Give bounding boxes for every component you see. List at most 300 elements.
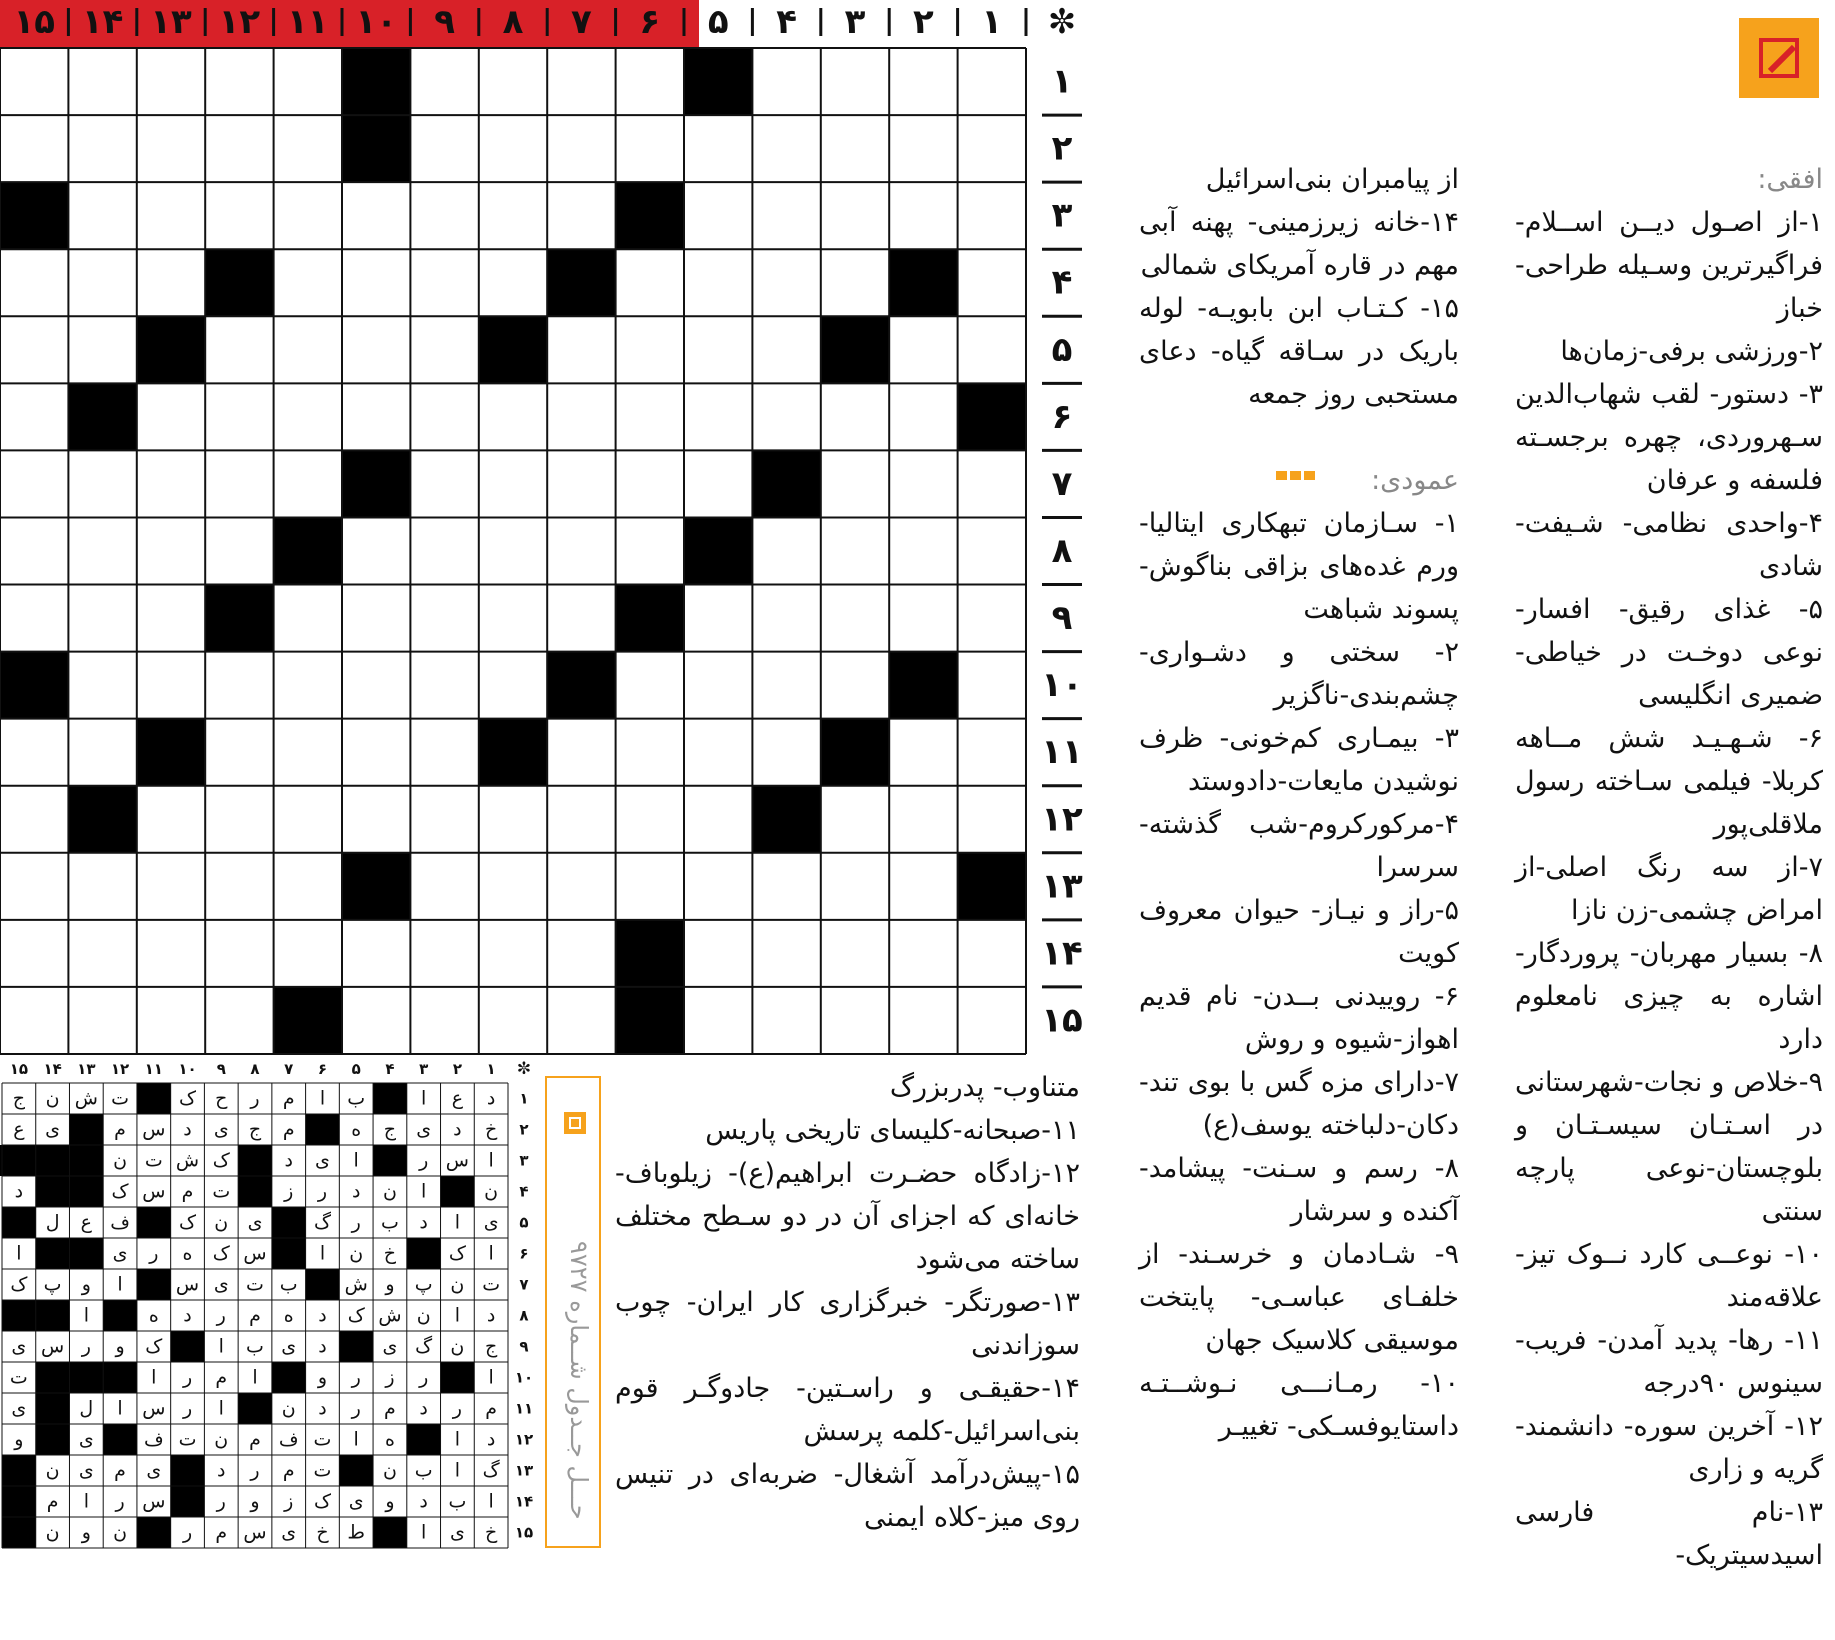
down-clues-continued-column	[615, 1066, 1080, 1539]
solution-letter: ا	[218, 1335, 224, 1358]
black-cell	[274, 987, 342, 1054]
solution-letter: م	[215, 1521, 228, 1544]
solution-letter: ز	[385, 1366, 395, 1389]
black-cell	[205, 249, 273, 316]
black-cell	[479, 719, 547, 786]
solution-letter: س	[142, 1490, 166, 1513]
solution-letter: ن	[214, 1428, 229, 1451]
solution-letter: و	[385, 1490, 395, 1513]
black-cell	[889, 652, 957, 719]
solution-letter: ا	[83, 1304, 89, 1327]
solution-black-cell	[2, 1300, 36, 1331]
solution-letter: ی	[11, 1397, 27, 1420]
solution-black-cell	[2, 1486, 36, 1517]
black-cell	[342, 48, 410, 115]
across-heading: افقی:	[1757, 164, 1823, 195]
solution-letter: س	[142, 1118, 166, 1141]
solution-letter: ج	[12, 1087, 25, 1110]
down-clue: ۱- سـازمان تبهکاری ایتالیا- ورم غده‌های بزاقی بناگوش- پسوند شباهت	[1139, 508, 1459, 625]
solution-letter: س	[243, 1521, 267, 1544]
down-clue: ۴-مرکورکروم-شب گذشته- سرسرا	[1139, 809, 1459, 883]
column-number: ۱۳	[150, 2, 192, 42]
solution-letter: خ	[485, 1118, 498, 1141]
solution-letter: م	[282, 1459, 295, 1482]
solution-letter: س	[445, 1149, 470, 1172]
solution-letter: ف	[110, 1211, 130, 1234]
solution-letter: ر	[419, 1366, 429, 1389]
solution-letter: و	[250, 1490, 260, 1513]
solution-letter: م	[181, 1180, 194, 1203]
solution-letter: ک	[111, 1180, 129, 1203]
solution-letter: ر	[182, 1397, 193, 1420]
solution-letter: ی	[483, 1211, 499, 1234]
column-number: ۱۰	[355, 2, 397, 42]
across-clue: ۳- دستور- لقب شهاب‌الدین سـهروردی، چهره برجسـته فلسفه و عرفان	[1515, 379, 1823, 496]
solution-letter: ا	[488, 1366, 494, 1389]
solution-letter: ج	[383, 1118, 397, 1141]
solution-black-cell	[69, 1238, 103, 1269]
solution-letter: د	[419, 1397, 428, 1420]
solution-letter: ع	[13, 1118, 25, 1141]
solution-letter: م	[46, 1490, 59, 1513]
solution-letter: ن	[45, 1459, 60, 1482]
solution-letter: ر	[452, 1397, 462, 1420]
down-clue: ۷-دارای مزه گس با بوی تند- دکان-دلباخته یوسف(ع)	[1139, 1067, 1459, 1141]
solution-black-cell	[137, 1517, 171, 1548]
solution-letter: ر	[351, 1211, 361, 1234]
solution-row-number: ۸	[519, 1306, 529, 1325]
down-clue: ۸- رسم و سـنت- پیشامد- آکنده و سرشار	[1139, 1153, 1459, 1227]
solution-letter: ب	[246, 1335, 264, 1358]
column-number: ۱۱	[287, 2, 329, 42]
black-cell	[342, 450, 410, 517]
down-clue: ۱۲-زادگاه حضـرت ابراهیم(ع)- زیلوباف- خانه‌ای که اجزای آن در دو سـطح مختلف ساخته می‌شود	[615, 1158, 1080, 1275]
solution-black-cell	[137, 1269, 171, 1300]
column-number: ۱۲	[218, 2, 261, 42]
solution-letter: ش	[378, 1304, 402, 1327]
solution-letter: ح	[215, 1087, 228, 1110]
solution-letter: ک	[179, 1087, 197, 1110]
solution-black-cell	[69, 1145, 103, 1176]
solution-letter: د	[284, 1149, 293, 1172]
solution-letter: ز	[284, 1180, 294, 1203]
solution-letter: ی	[213, 1273, 229, 1296]
solution-letter: ی	[382, 1335, 398, 1358]
solution-letter: ی	[213, 1118, 229, 1141]
across-clues-continued	[1139, 158, 1459, 416]
solution-letter: د	[486, 1087, 496, 1110]
down-clue: متناوب- پدربزرگ	[889, 1072, 1080, 1103]
black-cell	[547, 249, 615, 316]
solution-letter: م	[485, 1397, 498, 1420]
down-clue: ۱۱-صبحانه-کلیسای تاریخی پاریس	[705, 1115, 1080, 1146]
down-clue: ۱۵-پیش‌درآمد آشغال- ضربه‌ای در تنیس روی میز-کلاه ایمنی	[615, 1459, 1080, 1533]
solution-column-number: ۹	[216, 1060, 226, 1078]
solution-letter: ن	[484, 1180, 499, 1203]
solution-letter: ی	[11, 1335, 27, 1358]
solution-letter: س	[142, 1180, 166, 1203]
black-cell	[479, 316, 547, 383]
black-cell	[68, 786, 136, 853]
solution-letter: ن	[281, 1397, 296, 1420]
solution-letter: ف	[143, 1428, 164, 1451]
solution-letter: ن	[349, 1242, 364, 1265]
solution-letter: گ	[415, 1335, 433, 1358]
solution-row-number: ۱	[519, 1089, 529, 1108]
solution-black-cell	[339, 1331, 373, 1362]
solution-row-number: ۶	[519, 1244, 529, 1263]
black-cell	[958, 853, 1026, 920]
row-number: ۱۲	[1041, 799, 1083, 840]
black-cell	[616, 182, 684, 249]
column-number: ۳	[844, 2, 866, 42]
solution-letter: و	[385, 1273, 395, 1296]
row-number: ۹	[1051, 598, 1073, 639]
column-number: ۲	[913, 2, 934, 42]
solution-letter: ا	[353, 1428, 359, 1451]
solution-black-cell	[306, 1114, 340, 1145]
solution-letter: د	[486, 1428, 496, 1451]
solution-row-number: ۱۱	[514, 1399, 534, 1418]
black-cell	[0, 182, 68, 249]
solution-letter: ن	[45, 1521, 60, 1544]
solution-column-number: ۴	[385, 1060, 395, 1078]
solution-letter: ر	[351, 1397, 361, 1420]
solution-black-cell	[36, 1176, 70, 1207]
solution-black-cell	[272, 1362, 306, 1393]
row-number: ۱۰	[1041, 665, 1083, 706]
solution-column-number: ۱	[486, 1060, 496, 1078]
solution-letter: خ	[383, 1242, 397, 1265]
solution-black-cell	[103, 1424, 137, 1455]
column-number: ۷	[571, 2, 592, 42]
row-number: ۳	[1051, 195, 1073, 236]
solution-black-cell	[373, 1083, 407, 1114]
solution-black-cell	[441, 1362, 475, 1393]
solution-letter: ر	[149, 1242, 159, 1265]
solution-column-number: ۱۳	[77, 1060, 96, 1078]
solution-letter: د	[419, 1211, 428, 1234]
page-title: جدول ۹۷۲۸	[1492, 24, 1705, 75]
solution-letter: ت	[212, 1180, 231, 1203]
black-cell	[889, 249, 957, 316]
corner-symbol: ✼	[1047, 2, 1077, 42]
solution-black-cell	[103, 1300, 137, 1331]
solution-letter: س	[175, 1273, 200, 1296]
row-number: ۱۴	[1041, 933, 1083, 974]
solution-letter: ه	[283, 1304, 294, 1327]
solution-black-cell	[373, 1517, 407, 1548]
solution-letter: ف	[278, 1428, 299, 1451]
black-cell	[274, 517, 342, 584]
across-clue: ۱-از اصـول دیــن اســلام- فراگیرترین وسـیله طراحی- خباز	[1515, 207, 1823, 324]
solution-letter: م	[282, 1087, 295, 1110]
column-number: ۸	[502, 2, 524, 42]
solution-black-cell	[407, 1424, 441, 1455]
solution-letter: ا	[319, 1087, 326, 1110]
row-number: ۱۱	[1041, 732, 1083, 773]
solution-label: حـــل جــدول شــماره ۹۷۲۷	[565, 1241, 593, 1520]
solution-black-cell	[339, 1455, 373, 1486]
solution-letter: ر	[317, 1180, 328, 1203]
solution-black-cell	[137, 1207, 171, 1238]
black-cell	[752, 786, 820, 853]
solution-row-number: ۱۳	[514, 1461, 534, 1480]
solution-letter: ا	[488, 1149, 494, 1172]
solution-letter: ا	[454, 1459, 461, 1482]
solution-column-number: ۱۲	[110, 1060, 130, 1078]
solution-black-cell	[2, 1517, 36, 1548]
solution-black-cell	[407, 1238, 441, 1269]
solution-letter: م	[249, 1428, 261, 1451]
solution-letter: ر	[81, 1335, 91, 1358]
solution-letter: ه	[351, 1118, 362, 1141]
solution-letter: د	[183, 1118, 192, 1141]
solution-letter: م	[114, 1118, 126, 1141]
solution-row-number: ۱۰	[514, 1368, 534, 1387]
black-cell	[616, 585, 684, 652]
separator	[1139, 416, 1459, 459]
solution-column-number: ۱۴	[43, 1060, 62, 1078]
solution-letter: ک	[347, 1304, 365, 1327]
solution-letter: ا	[83, 1490, 89, 1513]
solution-letter: ا	[421, 1087, 427, 1110]
solution-column-number: ۱۰	[178, 1060, 197, 1078]
solution-letter: ر	[216, 1490, 226, 1513]
black-cell	[821, 719, 889, 786]
row-number: ۲	[1051, 128, 1073, 169]
column-number: ۶	[639, 2, 661, 42]
black-cell	[137, 316, 205, 383]
solution-column-number: ۱۵	[9, 1060, 29, 1078]
black-cell	[68, 383, 136, 450]
solution-letter: ر	[419, 1149, 429, 1172]
solution-letter: ک	[212, 1149, 230, 1172]
solution-letter: ر	[351, 1366, 361, 1389]
solution-letter: ا	[252, 1366, 258, 1389]
solution-letter: ر	[182, 1366, 193, 1389]
solution-letter: گ	[313, 1211, 331, 1234]
row-number: ۱۳	[1041, 866, 1083, 907]
solution-letter: ه	[384, 1428, 395, 1451]
across-clue: ۷-از سه رنگ اصلی-از امراض چشمی-زن نازا	[1515, 852, 1823, 926]
solution-row-number: ۳	[519, 1151, 529, 1170]
solution-letter: ا	[151, 1366, 157, 1389]
column-number: ۱	[981, 2, 1003, 42]
solution-black-cell	[2, 1455, 36, 1486]
solution-column-number: ۲	[452, 1060, 462, 1078]
black-cell	[821, 316, 889, 383]
solution-row-number: ۴	[519, 1182, 529, 1201]
solution-letter: د	[14, 1180, 24, 1203]
across-clues-list	[1515, 201, 1823, 1577]
down-clue: ۳- بیمـاری کم‌خونی- ظرف نوشیدن مایعات-دادوستد	[1139, 723, 1459, 797]
solution-row-number: ۹	[519, 1337, 529, 1356]
black-cell	[342, 115, 410, 182]
solution-letter: د	[351, 1180, 361, 1203]
row-number: ۴	[1051, 262, 1073, 303]
solution-letter: ط	[347, 1521, 365, 1544]
solution-letter: ن	[214, 1211, 229, 1234]
solution-letter: ا	[454, 1211, 461, 1234]
solution-letter: ت	[482, 1273, 501, 1296]
solution-column-number: ۷	[284, 1060, 294, 1078]
across-clue: ۱۳-نام فارسی اسیدسیتریک-	[1515, 1497, 1823, 1571]
across-clue: ۱۱- رها- پدید آمدن- فریب- سینوس ۹۰درجه	[1515, 1325, 1823, 1399]
solution-letter: م	[215, 1366, 228, 1389]
solution-letter: ا	[488, 1242, 494, 1265]
solution-letter: ی	[112, 1242, 128, 1265]
down-clues-column	[1139, 158, 1459, 1448]
down-heading: عمودی:	[1371, 465, 1459, 496]
solution-letter: ی	[348, 1490, 364, 1513]
solution-letter: و	[115, 1335, 125, 1358]
solution-black-cell	[238, 1145, 272, 1176]
solution-column-number: ۶	[317, 1060, 328, 1078]
solution-letter: ب	[380, 1211, 399, 1234]
solution-black-cell	[171, 1331, 205, 1362]
solution-letter: س	[142, 1397, 166, 1420]
row-number: ۸	[1051, 531, 1073, 571]
solution-letter: د	[318, 1304, 327, 1327]
solution-black-cell	[69, 1362, 103, 1393]
solution-column-number: ۳	[419, 1060, 429, 1078]
solution-letter: ی	[78, 1459, 94, 1482]
black-cell	[684, 517, 752, 584]
row-number: ۷	[1051, 463, 1073, 504]
row-number: ۵	[1051, 329, 1073, 370]
solution-letter: ش	[344, 1273, 368, 1296]
solution-letter: ک	[448, 1242, 466, 1265]
solution-row-number: ۱۲	[514, 1430, 534, 1449]
solution-letter: ع	[80, 1211, 93, 1234]
solution-letter: د	[453, 1118, 462, 1141]
down-clue: ۲- سختی و دشـواری- چشم‌بندی-ناگزیر	[1139, 637, 1459, 711]
black-cell	[547, 652, 615, 719]
solution-letter: ن	[113, 1149, 128, 1172]
black-cell	[342, 853, 410, 920]
solution-column-number: ۸	[250, 1060, 260, 1078]
down-clue: ۱۴-حقیقـی و راسـتین- جادوگـر قوم بنی‌اسرائیل-کلمه پرسش	[615, 1373, 1080, 1447]
solution-letter: و	[14, 1428, 24, 1451]
solution-letter: ت	[9, 1366, 28, 1389]
black-cell	[205, 585, 273, 652]
solution-letter: ع	[451, 1087, 464, 1110]
solution-letter: ک	[313, 1490, 331, 1513]
solution-letter: ش	[175, 1149, 200, 1172]
solution-letter: ن	[382, 1180, 397, 1203]
solution-letter: ت	[178, 1428, 197, 1451]
solution-letter: ب	[347, 1087, 366, 1110]
solution-black-cell	[36, 1393, 70, 1424]
solution-row-number: ۲	[519, 1120, 529, 1139]
solution-black-cell	[36, 1238, 70, 1269]
solution-letter: ر	[250, 1459, 260, 1482]
down-clues-continued	[615, 1066, 1080, 1539]
solution-black-cell	[238, 1393, 272, 1424]
black-cell	[752, 450, 820, 517]
column-number: ۴	[776, 2, 797, 42]
solution-letter: ر	[182, 1521, 193, 1544]
across-clue: ۱۵- کـتـاب ابن بابویـه- لوله باریک در سـاقه گیاه- دعای مستحبی روز جمعه	[1139, 293, 1459, 410]
solution-letter: ت	[144, 1149, 163, 1172]
across-clue: ۱۴-خانه زیرزمینی- پهنه آبی مهم در قاره آمریکای شمالی	[1139, 207, 1459, 281]
solution-letter: د	[318, 1335, 327, 1358]
solution-letter: ل	[45, 1211, 60, 1234]
solution-letter: ا	[454, 1428, 461, 1451]
down-clue: ۶- روییدنی بــدن- نام قدیم اهواز-شیوه و روش	[1139, 981, 1459, 1055]
solution-letter: ی	[45, 1118, 61, 1141]
black-cell	[684, 48, 752, 115]
solution-column-number: ۱۱	[144, 1060, 163, 1078]
column-number: ۹	[434, 2, 455, 42]
solution-letter: ز	[284, 1490, 294, 1513]
down-clue: ۱۰- رمـانـــی نـوشــتـه داستایوفسـکی- تغییـر	[1139, 1368, 1459, 1442]
solution-letter: ج	[485, 1335, 498, 1358]
down-clues-list	[1139, 502, 1459, 1448]
solution-letter: ل	[79, 1397, 94, 1420]
solution-letter: ی	[416, 1118, 432, 1141]
solution-letter: ی	[146, 1459, 162, 1482]
column-number: ۵	[707, 2, 729, 42]
solution-letter: س	[243, 1242, 267, 1265]
across-clue: ۵- غذای رقیق- افسار- نوعی دوخـت در خیاطی- ضمیری انگلیسی	[1515, 594, 1823, 711]
solution-letter: ن	[416, 1304, 431, 1327]
solution-letter: ت	[313, 1459, 332, 1482]
solution-letter: ا	[488, 1490, 494, 1513]
solution-black-cell	[36, 1362, 70, 1393]
solution-letter: و	[81, 1273, 91, 1296]
column-number: ۱۴	[81, 2, 124, 42]
solution-letter: ه	[148, 1304, 159, 1327]
solution-letter: د	[183, 1304, 192, 1327]
row-number: ۱۵	[1041, 1000, 1083, 1041]
solution-letter: ن	[450, 1335, 465, 1358]
solution-letter: ک	[10, 1273, 28, 1296]
solution-letter: ا	[218, 1397, 224, 1420]
solution-letter: د	[419, 1490, 428, 1513]
solution-black-cell	[69, 1176, 103, 1207]
solution-letter: م	[384, 1397, 396, 1420]
solution-letter: ی	[78, 1428, 94, 1451]
solution-letter: ش	[74, 1087, 98, 1110]
solution-letter: ن	[45, 1087, 60, 1110]
down-clue: ۱۳-صورتگر- خبرگزاری کار ایران- چوب سوزاندنی	[615, 1287, 1080, 1361]
black-cell	[958, 383, 1026, 450]
across-clue: ۹-خلاص و نجات-شهرستانی در اسـتـان سیسـتـان و بلوچستان-نوعی پارچه سنتی	[1515, 1067, 1823, 1227]
solution-black-cell	[306, 1269, 340, 1300]
solution-letter: س	[40, 1335, 65, 1358]
solution-letter: ت	[246, 1273, 264, 1296]
across-clue: ۱۰- نوعــی کارد نــوک تیز- علاقه‌مند	[1515, 1239, 1823, 1313]
across-clue: ۶- شـهـیـد شش مــاهه کربلا- فیلمی سـاخته رسول ملاقلی‌پور	[1515, 723, 1823, 840]
solution-row-number: ۱۵	[514, 1523, 534, 1542]
solution-letter: پ	[43, 1273, 62, 1296]
solution-letter: خ	[485, 1521, 498, 1544]
solution-letter: م	[114, 1459, 126, 1482]
solution-letter: خ	[316, 1521, 329, 1544]
solution-black-cell	[2, 1145, 36, 1176]
solution-corner-symbol: ✼	[516, 1059, 532, 1079]
across-clues-column	[1515, 158, 1823, 1577]
solution-letter: ب	[279, 1273, 298, 1296]
solution-letter: گ	[482, 1459, 500, 1482]
solution-black-cell	[272, 1238, 306, 1269]
solution-letter: ک	[145, 1335, 163, 1358]
solution-black-cell	[272, 1207, 306, 1238]
solution-letter: و	[81, 1521, 91, 1544]
solution-letter: ب	[414, 1459, 433, 1482]
